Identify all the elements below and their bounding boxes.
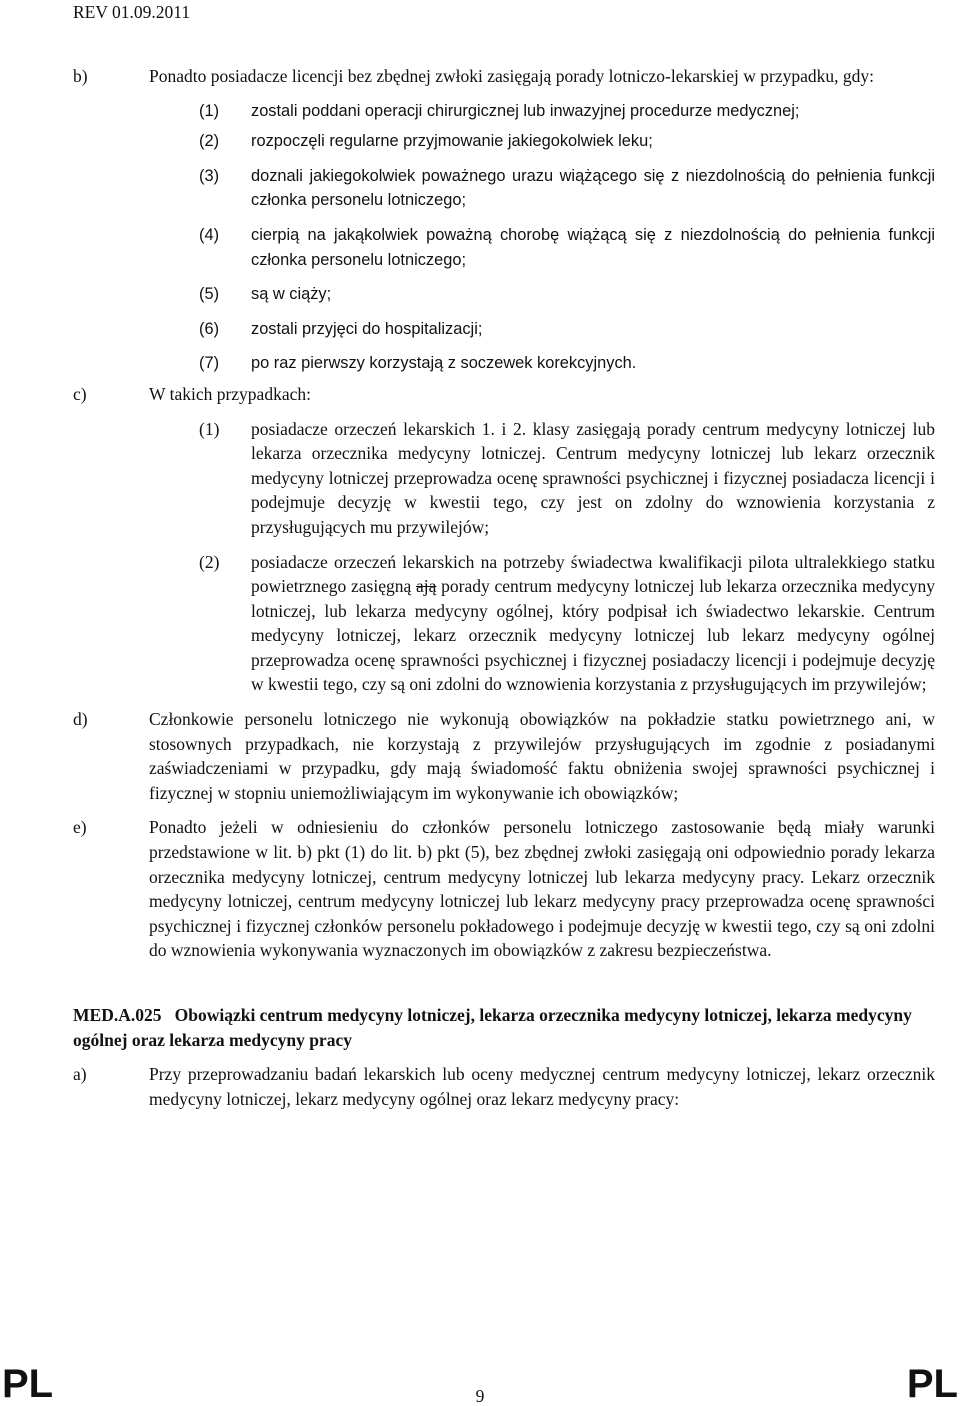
paragraph-label: b) bbox=[73, 66, 88, 86]
list-item bbox=[199, 317, 935, 342]
revision-header: REV 01.09.2011 bbox=[73, 2, 191, 22]
list-item-label: (4) bbox=[199, 225, 220, 244]
list-item bbox=[199, 282, 935, 307]
list-item bbox=[199, 417, 935, 540]
paragraph-label: d) bbox=[73, 709, 88, 730]
list-item bbox=[199, 99, 935, 124]
footer-language-left: PL bbox=[2, 1362, 54, 1406]
text-run: posiadacze orzeczeń lekarskich na potrzeby świadectwa kwalifikacji pilota ultralekkiego statku powietrznego zasięgną bbox=[251, 551, 935, 597]
list-item-label: (3) bbox=[199, 166, 220, 185]
list-item-text: zostali przyjęci do hospitalizacji; bbox=[251, 319, 483, 338]
list-item bbox=[199, 351, 935, 376]
list-item-label: (5) bbox=[199, 285, 220, 304]
list-item-text: cierpią na jakąkolwiek poważną chorobę wiążącą się z niezdolnością do pełnienia funkcji członka personelu lotniczego; bbox=[251, 225, 935, 269]
paragraph-c bbox=[73, 382, 935, 407]
paragraph-d bbox=[73, 707, 935, 805]
paragraph-b bbox=[73, 64, 935, 89]
list-item-text: są w ciąży; bbox=[251, 285, 332, 304]
list-item-label: (6) bbox=[199, 319, 220, 338]
paragraph-label: c) bbox=[73, 383, 87, 404]
paragraph-a bbox=[73, 1062, 935, 1111]
struck-text: ają bbox=[415, 576, 437, 597]
paragraph-text: Ponadto jeżeli w odniesieniu do członków personelu lotniczego zastosowanie będą miały warunki przedstawione w lit. b) pkt (1) do lit. b) pkt (5), bez zbędnej zwłoki zasięgają oni odpowiednio porady lekarza orzecznika medycyny lotniczej, centrum medycyny lotniczej lub lekarza medycyny pracy. Lekarz orzecznik medycyny lotniczej, centrum medycyny lotniczej lub lekarz medycyny pracy przeprowadza ocenę sprawności psychicznej i fizycznej członków personelu pokładowego i podejmuje decyzję w kwestii tego, czy są oni zdolni do wznowienia wykonywania wyznaczonych im obowiązków z zakresu bezpieczeństwa. bbox=[149, 817, 935, 961]
list-item-text: zostali poddani operacji chirurgicznej lub inwazyjnej procedurze medycznej; bbox=[251, 101, 800, 120]
list-item bbox=[199, 129, 935, 154]
document-body bbox=[73, 64, 935, 1111]
footer-language-right: PL bbox=[906, 1362, 958, 1406]
list-item-label: (1) bbox=[199, 101, 220, 120]
paragraph-text: W takich przypadkach: bbox=[149, 383, 311, 404]
paragraph-label: e) bbox=[73, 817, 87, 838]
section-title: Obowiązki centrum medycyny lotniczej, lekarza orzecznika medycyny lotniczej, lekarza medycyny ogólnej oraz lekarza medycyny pracy bbox=[73, 1005, 912, 1050]
paragraph-text: Przy przeprowadzaniu badań lekarskich lub oceny medycznej centrum medycyny lotniczej, lekarz orzecznik medycyny lotniczej, lekarz medycyny ogólnej oraz lekarz medycyny pracy: bbox=[149, 1064, 935, 1109]
list-item-text: doznali jakiegokolwiek poważnego urazu wiążącego się z niezdolnością do pełnienia funkcji członka personelu lotniczego; bbox=[251, 166, 935, 210]
list-item bbox=[199, 164, 935, 213]
list-item-label: (2) bbox=[199, 132, 220, 151]
list-item-text: posiadacze orzeczeń lekarskich 1. i 2. klasy zasięgają porady centrum medycyny lotniczej lub lekarza orzecznika medycyny lotniczej. Centrum medycyny lotniczej lub lekarz orzecznik medycyny lotniczej przeprowadza ocenę sprawności psychicznej i fizycznej posiadacza licencji i podejmuje decyzję w kwestii tego, czy jest on zdolny do wznowienia korzystania z przysługujących mu przywilejów; bbox=[251, 418, 935, 537]
list-item bbox=[199, 550, 935, 698]
page-number: 9 bbox=[475, 1386, 485, 1406]
list-item-text: po raz pierwszy korzystają z soczewek korekcyjnych. bbox=[251, 354, 637, 373]
paragraph-text: Ponadto posiadacze licencji bez zbędnej zwłoki zasięgają porady lotniczo-lekarskiej w przypadku, gdy: bbox=[149, 66, 875, 86]
list-item-text: rozpoczęli regularne przyjmowanie jakiegokolwiek leku; bbox=[251, 132, 653, 151]
section-code: MED.A.025 bbox=[73, 1005, 162, 1025]
section-heading bbox=[73, 1003, 935, 1052]
paragraph-label: a) bbox=[73, 1064, 87, 1085]
paragraph-e bbox=[73, 815, 935, 963]
text-run: porady centrum medycyny lotniczej lub lekarza orzecznika medycyny lotniczej, lub lekarza medycyny ogólnej, który podpisał ich świadectwo lekarskie. Centrum medycyny lotniczej, lekarz orzecznik medycyny lotniczej lub lekarz medycyny ogólnej przeprowadza ocenę sprawności psychicznej i fizycznej posiadaczy licencji i podejmuje decyzję w kwestii tego, czy są oni zdolni do wznowienia korzystania z przysługujących im przywilejów; bbox=[251, 576, 936, 695]
list-item bbox=[199, 223, 935, 272]
paragraph-text: Członkowie personelu lotniczego nie wykonują obowiązków na pokładzie statku powietrznego ani, w stosownych przypadkach, nie korzystają z przywilejów przysługujących im zgodnie z posiadanymi zaświadczeniami w przypadku, gdy mają świadomość faktu obniżenia swojej sprawności psychicznej i fizycznej w stopniu uniemożliwiającym im wykonywanie ich obowiązków; bbox=[149, 709, 935, 803]
list-item-label: (1) bbox=[199, 418, 220, 439]
list-item-label: (7) bbox=[199, 354, 220, 373]
list-item-label: (2) bbox=[199, 551, 220, 572]
list-item-text bbox=[251, 550, 935, 698]
